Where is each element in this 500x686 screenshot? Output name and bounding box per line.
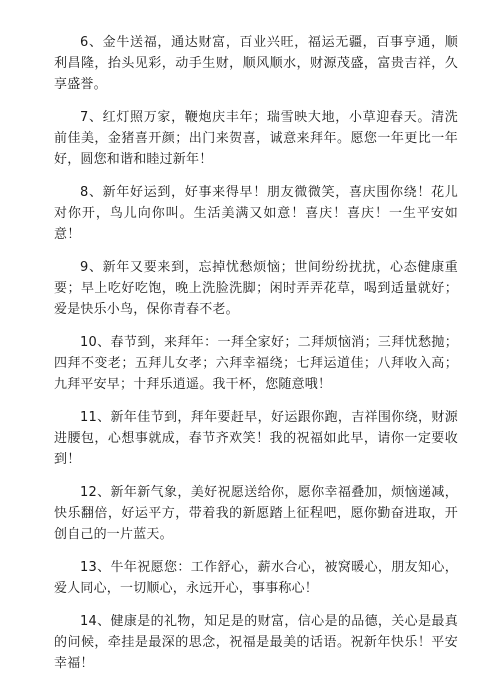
paragraph-12: 12、新年新气象，美好祝愿送给你，愿你幸福叠加，烦恼递减，快乐翻倍，好运平方，带着我的新愿踏上征程吧，愿你勤奋进取，开创自己的一片蓝天。 (54, 485, 458, 542)
paragraph-9: 9、新年又要来到，忘掉忧愁烦恼；世间纷纷扰扰，心态健康重要；早上吃好吃饱，晚上洗脸洗脚；闲时弄弄花草，喝到适量就好；爱是快乐小鸟，保你青春不老。 (54, 260, 458, 317)
paragraph-8: 8、新年好运到，好事来得早！朋友微微笑，喜庆围你绕！花儿对你开，鸟儿向你叫。生活美满又如意！喜庆！喜庆！一生平安如意！ (54, 185, 458, 242)
paragraph-10: 10、春节到，来拜年：一拜全家好；二拜烦恼消；三拜忧愁抛；四拜不变老；五拜儿女孝；六拜幸福绕；七拜运道佳；八拜收入高；九拜平安早；十拜乐逍遥。我干杯，您随意哦！ (54, 335, 458, 392)
paragraph-6: 6、金牛送福，通达财富，百业兴旺，福运无疆，百事亨通，顺利昌隆，抬头见彩，动手生财，顺风顺水，财源茂盛，富贵吉祥，久享盛誉。 (54, 35, 458, 92)
paragraph-14: 14、健康是的礼物，知足是的财富，信心是的品德，关心是最真的问候，牵挂是最深的思念，祝福是最美的话语。祝新年快乐！平安幸福！ (54, 614, 458, 671)
paragraph-13: 13、牛年祝愿您：工作舒心，薪水合心，被窝暖心，朋友知心，爱人同心，一切顺心，永远开心，事事称心！ (54, 560, 458, 596)
document-body (54, 32, 458, 686)
paragraph-11: 11、新年佳节到，拜年要赶早，好运跟你跑，吉祥围你绕，财源进腰包，心想事就成，春节齐欢笑！我的祝福如此早，请你一定要收到！ (54, 410, 458, 467)
paragraph-7: 7、红灯照万家，鞭炮庆丰年；瑞雪映大地，小草迎春天。清洗前佳美，金猪喜开颜；出门来贺喜，诚意来拜年。愿您一年更比一年好，圆您和谐和睦过新年！ (54, 110, 458, 167)
